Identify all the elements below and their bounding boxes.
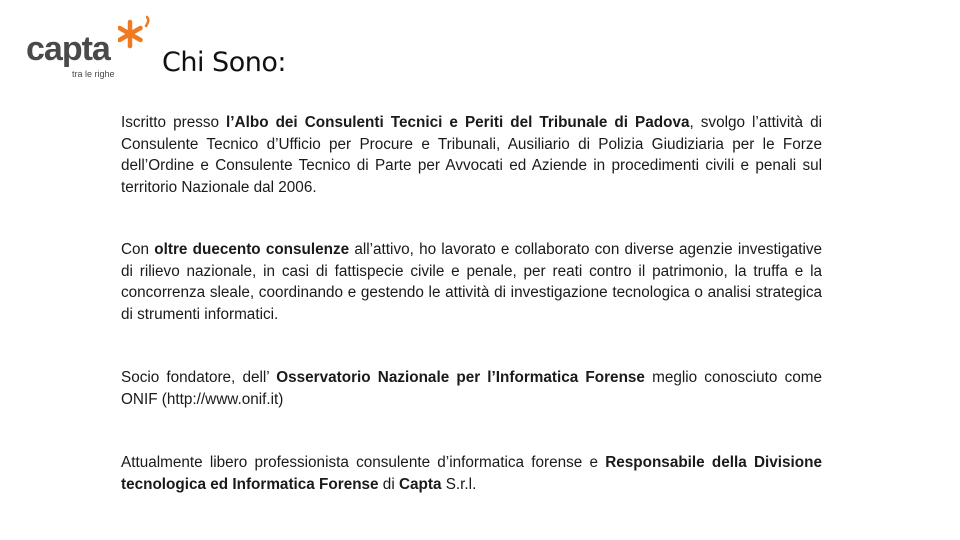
bold-segment: Responsabile della Divisione tecnologica ed Informatica Forense xyxy=(121,454,822,493)
text-segment: meglio conosciuto come ONIF (http://www.onif.it) xyxy=(121,369,822,408)
paragraph-consulenze xyxy=(121,239,822,325)
paragraph-capta xyxy=(121,452,822,495)
bold-segment: oltre duecento consulenze xyxy=(154,241,350,258)
text-segment: Iscritto presso xyxy=(121,114,227,131)
bold-segment: Osservatorio Nazionale per l’Informatica Forense xyxy=(276,369,645,386)
text-segment: di xyxy=(378,475,399,493)
paragraph-albo xyxy=(121,112,822,198)
logo-wordmark: capta xyxy=(26,30,110,68)
text-segment: Con xyxy=(121,241,155,258)
paragraph-onif xyxy=(121,367,822,410)
text-segment: Socio fondatore, dell’ xyxy=(121,369,277,386)
slide-title: Chi Sono: xyxy=(162,47,286,78)
bold-segment: Capta xyxy=(398,475,442,493)
text-segment: Attualmente libero professionista consulente d’informatica forense e xyxy=(121,454,606,471)
text-segment: S.r.l. xyxy=(441,475,477,493)
bold-segment: l’Albo dei Consulenti Tecnici e Periti del Tribunale di Padova xyxy=(226,114,690,131)
asterisk-logo-icon xyxy=(118,14,152,52)
text-segment: all’attivo, ho lavorato e collaborato con diverse agenzie investigative di rilievo nazionale, in casi di fattispecie civile e penale, per reati contro il patrimonio, la truffa e la concorrenza sleale, coordinando e gestendo le attività di investigazione tecnologica o analisi strategica di strumenti informatici. xyxy=(121,241,823,323)
text-segment: , svolgo l’attività di Consulente Tecnico d’Ufficio per Procure e Tribunali, Ausiliario di Polizia Giudiziaria per le Forze dell’Ordine e Consulente Tecnico di Parte per Avvocati ed Aziende in procedimenti civili e penali sul territorio Nazionale dal 2006. xyxy=(121,114,822,196)
logo-tagline: tra le righe xyxy=(72,69,115,79)
capta-logo xyxy=(26,14,166,84)
